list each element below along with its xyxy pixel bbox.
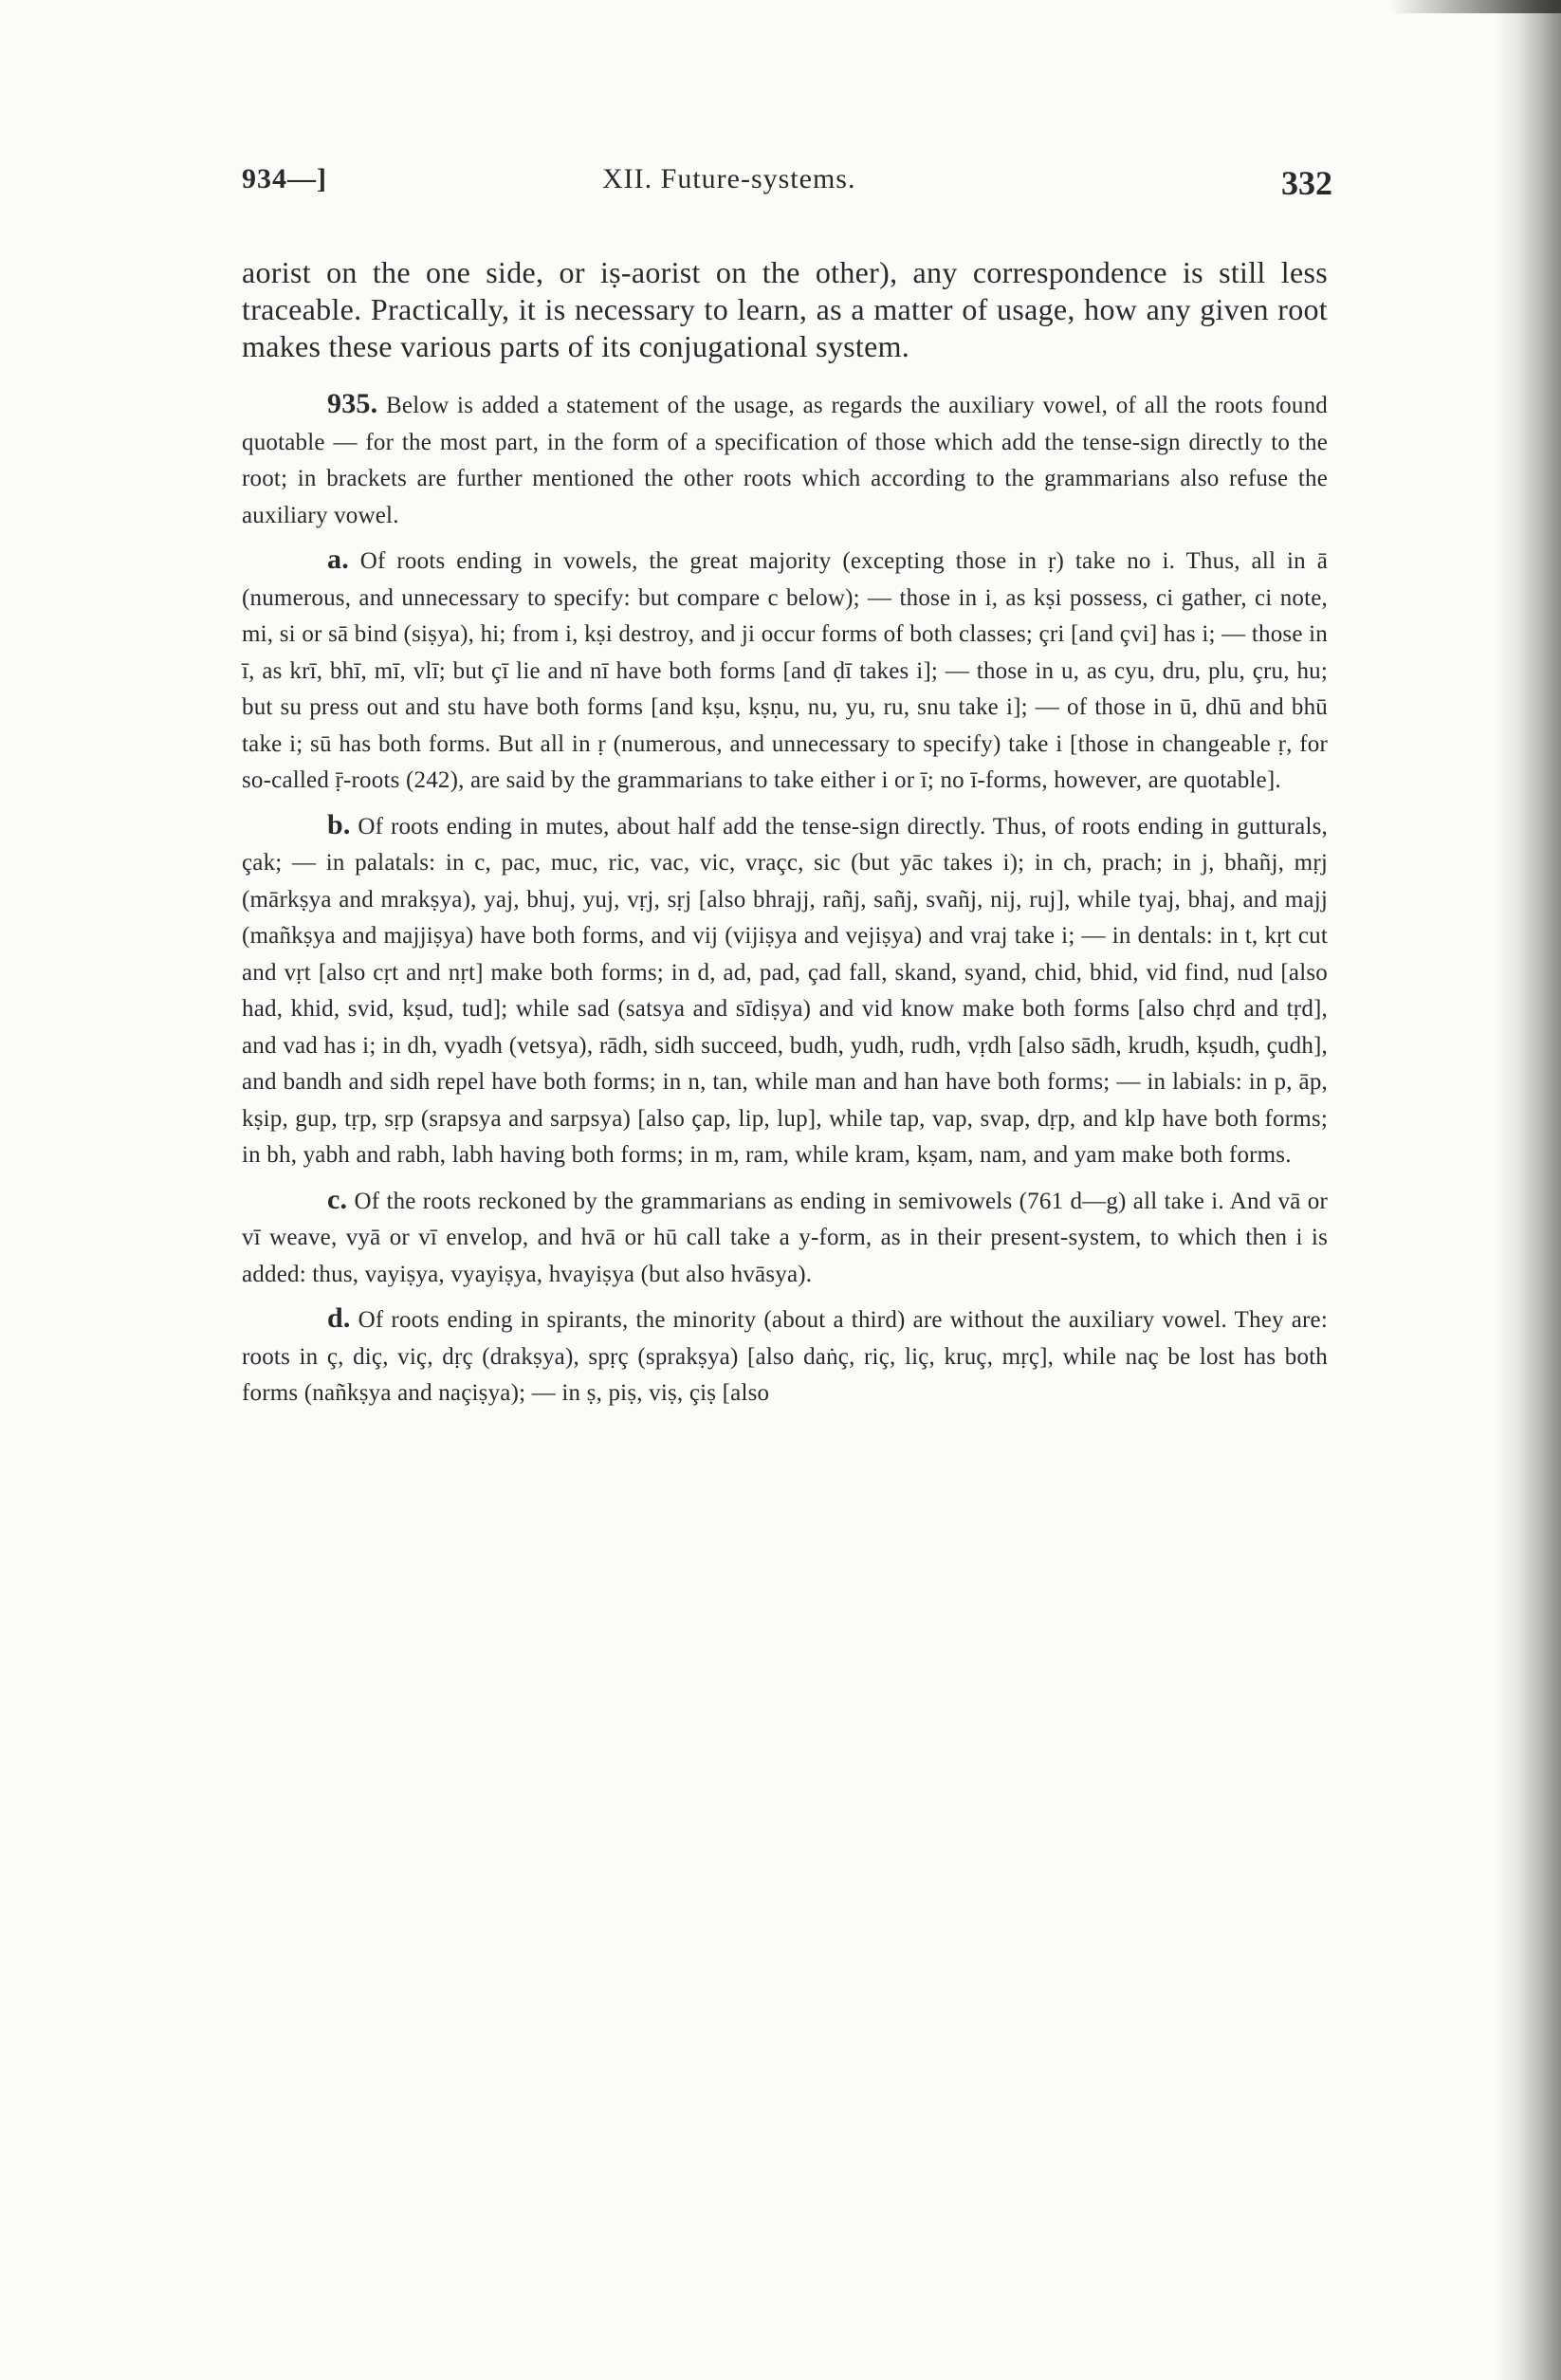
running-header	[242, 159, 1332, 216]
chapter-title: XII. Future-systems.	[602, 163, 856, 194]
paragraph-label: d.	[327, 1302, 351, 1334]
paragraph-text: Below is added a statement of the usage, as regards the auxiliary vowel, of all the roots found quotable — for the most part, in the form of a specification of those which add the tense-sign directly to the root; in brackets are further mentioned the other roots which according to the grammarians also refuse the auxiliary vowel.	[242, 393, 1328, 528]
paragraph-d	[242, 1301, 1328, 1412]
paragraph-label: b.	[327, 808, 351, 840]
paragraph-label: 935.	[327, 388, 378, 419]
page-edge-top	[1390, 0, 1561, 13]
paragraph-a	[242, 542, 1328, 800]
page-edge-shadow	[1495, 0, 1561, 2380]
paragraph-text: Of the roots reckoned by the grammarians as ending in semivowels (761 d—g) all take i. And vā or vī weave, vyā or vī envelop, and hvā or hū call take a y-form, as in their present-system, to which then i is added: thus, vayiṣya, vyayiṣya, hvayiṣya (but also hvāsya).	[242, 1188, 1328, 1287]
paragraph-c	[242, 1182, 1328, 1294]
paragraph-935	[242, 386, 1328, 534]
paragraph-b	[242, 807, 1328, 1174]
paragraph-text: Of roots ending in spirants, the minority (about a third) are without the auxiliary vowel. They are: roots in ç, diç, viç, dṛç (drakṣya), spṛç (sprakṣya) [also daṅç, riç, liç, kruç, mṛç], while naç be lost has both forms (nañkṣya and naçiṣya); — in ṣ, piṣ, viṣ, çiṣ [also	[242, 1307, 1328, 1406]
paragraph-label: c.	[327, 1183, 348, 1215]
paragraph-intro	[242, 254, 1328, 365]
page-number: 332	[1281, 164, 1332, 202]
section-reference: 934—]	[242, 163, 327, 194]
body-text	[242, 254, 1328, 1420]
paragraph-text: aorist on the one side, or iṣ-aorist on the other), any correspondence is still less traceable. Practically, it is necessary to learn, as a matter of usage, how any given root makes these various parts of its conjugational system.	[242, 255, 1328, 363]
paragraph-label: a.	[327, 544, 349, 575]
paragraph-text: Of roots ending in vowels, the great majority (excepting those in ṛ) take no i. Thus, all in ā (numerous, and unnecessary to specify: but compare c below); — those in i, as kṣi possess, ci gather, ci note, mi, si or sā bind (siṣya), hi; from i, kṣi destroy, and ji occur forms of both classes; çri [and çvi] has i; — those in ī, as krī, bhī, mī, vlī; but çī lie and nī have both forms [and ḍī takes i]; — those in u, as cyu, dru, plu, çru, hu; but su press out and stu have both forms [and kṣu, kṣṇu, nu, yu, ru, snu take i]; — of those in ū, dhū and bhū take i; sū has both forms. But all in ṛ (numerous, and unnecessary to specify) take i [those in changeable ṛ, for so-called ṝ-roots (242), are said by the grammarians to take either i or ī; no ī-forms, however, are quotable].	[242, 548, 1328, 793]
paragraph-text: Of roots ending in mutes, about half add the tense-sign directly. Thus, of roots ending in gutturals, çak; — in palatals: in c, pac, muc, ric, vac, vic, vraçc, sic (but yāc takes i); in ch, prach; in j, bhañj, mṛj (mārkṣya and mrakṣya), yaj, bhuj, yuj, vṛj, sṛj [also bhrajj, rañj, sañj, svañj, nij, ruj], while tyaj, bhaj, and majj (mañkṣya and majjiṣya) have both forms, and vij (vijiṣya and vejiṣya) and vraj take i; — in dentals: in t, kṛt cut and vṛt [also cṛt and nṛt] make both forms; in d, ad, pad, çad fall, skand, syand, chid, bhid, vid find, nud [also had, khid, svid, kṣud, tud]; while sad (satsya and sīdiṣya) and vid know make both forms [also chṛd and tṛd], and vad has i; in dh, vyadh (vetsya), rādh, sidh succeed, budh, yudh, rudh, vṛdh [also sādh, krudh, kṣudh, çudh], and bandh and sidh repel have both forms; in n, tan, while man and han have both forms; — in labials: in p, āp, kṣip, gup, tṛp, sṛp (srapsya and sarpsya) [also çap, lip, lup], while tap, vap, svap, dṛp, and klp have both forms; in bh, yabh and rabh, labh having both forms; in m, ram, while kram, kṣam, nam, and yam make both forms.	[242, 813, 1329, 1168]
